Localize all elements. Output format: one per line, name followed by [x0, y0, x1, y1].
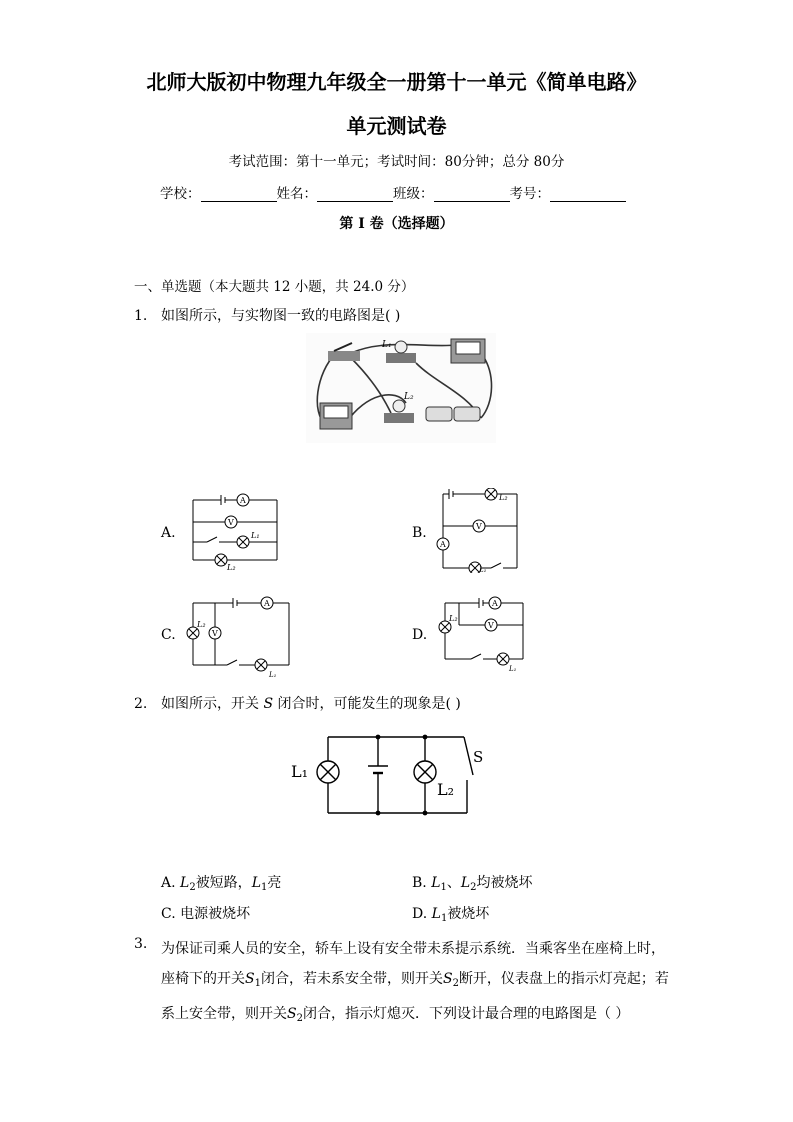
q2-circuit-diagram	[285, 728, 495, 820]
q2-option-b-sub: 1	[440, 882, 447, 893]
q2-option-d-text: 被烧坏	[447, 906, 490, 922]
q2-option-a-label: A.	[161, 875, 176, 891]
q1-option-a-diagram[interactable]	[185, 492, 285, 570]
q3-line2-b: 闭合，若未系安全带，则开关	[260, 971, 443, 987]
class-label: 班级：	[393, 186, 434, 202]
q1-option-d-diagram[interactable]	[437, 595, 529, 677]
ammeter-label: A	[440, 540, 446, 549]
document-title-line2: 单元测试卷	[346, 114, 447, 138]
q2-label-s: S	[473, 748, 484, 766]
q2-option-b-sub2: 2	[470, 882, 477, 893]
q3-s1-sub: 1	[254, 978, 261, 989]
junction-dot	[423, 811, 428, 816]
q2-option-c-label: C.	[161, 906, 176, 922]
q2-option-b-label: B.	[412, 875, 427, 891]
exam-info: 考试范围：第十一单元；考试时间：80分钟；总分 80分	[228, 154, 565, 170]
l1-label: L₁	[269, 671, 277, 677]
id-blank[interactable]	[550, 187, 626, 202]
q3-s2-sub: 2	[452, 978, 459, 989]
q1-option-c-label[interactable]: C.	[161, 627, 176, 643]
name-label: 姓名：	[276, 186, 317, 202]
l2-label: L₂	[227, 563, 236, 570]
q1-physical-circuit-photo	[306, 333, 496, 443]
q2-stem-post: 闭合时，可能发生的现象是( )	[273, 696, 461, 712]
q3-s2-var2: S	[287, 1006, 297, 1022]
q3-line3	[161, 999, 671, 1034]
junction-dot	[376, 735, 381, 740]
q3-line3-b: 闭合，指示灯熄灭．下列设计最合理的电路图是（ ）	[302, 1006, 630, 1022]
q3-line2-c: 断开，仪表盘上的指示灯亮起；若	[458, 971, 669, 987]
q3-number: 3.	[134, 936, 148, 952]
q3-line3-a: 系上安全带，则开关	[161, 1006, 287, 1022]
q3-s1-var: S	[245, 971, 255, 987]
q1-option-a-label[interactable]: A.	[161, 525, 176, 541]
photo-meter-bottom-icon	[320, 403, 352, 429]
voltmeter-label: V	[228, 518, 234, 527]
l2-label: L₂	[197, 620, 206, 629]
document-title-line1: 北师大版初中物理九年级全一册第十一单元《简单电路》	[146, 70, 647, 94]
school-blank[interactable]	[201, 187, 277, 202]
ammeter-label: A	[492, 599, 498, 608]
section-title: 一、单选题（本大题共 12 小题，共 24.0 分）	[134, 279, 415, 295]
q2-option-c[interactable]	[161, 903, 250, 923]
student-info-row	[160, 182, 640, 202]
q2-option-b-sep: 、	[446, 875, 461, 891]
l1-label: L₁	[251, 531, 260, 540]
q2-option-a-var: L	[180, 875, 190, 891]
ammeter-label: A	[240, 496, 246, 505]
q2-option-a-sub: 2	[189, 882, 196, 893]
voltmeter-label: V	[488, 621, 494, 630]
l2-label: L₂	[449, 614, 458, 623]
q2-label-l2: L₂	[437, 780, 455, 799]
q2-label-l1: L₁	[291, 762, 309, 781]
name-blank[interactable]	[317, 187, 393, 202]
q1-option-b-label[interactable]: B.	[412, 525, 427, 541]
q2-option-b[interactable]	[412, 872, 533, 893]
q1-option-d-label[interactable]: D.	[412, 627, 428, 643]
id-label: 考号：	[509, 186, 550, 202]
voltmeter-label: V	[212, 629, 218, 638]
photo-label-l1: L₁	[382, 340, 392, 350]
q3-line1: 为保证司乘人员的安全，轿车上设有安全带未系提示系统．当乘客坐在座椅上时，	[161, 941, 665, 957]
q2-option-a[interactable]	[161, 872, 281, 893]
l2-label: L₂	[499, 493, 508, 502]
q1-option-c-diagram[interactable]	[181, 595, 293, 677]
q2-stem-pre: 如图所示，开关	[161, 696, 264, 712]
q2-option-a-text2: 亮	[267, 875, 282, 891]
q2-option-d-var: L	[431, 906, 441, 922]
ammeter-label: A	[264, 599, 270, 608]
q2-option-c-text: 电源被烧坏	[180, 906, 251, 922]
l1-label: L₁	[479, 566, 487, 573]
q2-option-d[interactable]	[412, 903, 489, 924]
q3-s2-var: S	[442, 971, 453, 987]
voltmeter-label: V	[476, 522, 482, 531]
l1-label: L₁	[509, 665, 517, 673]
q2-number: 2.	[134, 696, 148, 712]
q2-option-a-text: 被短路，	[195, 875, 252, 891]
school-label: 学校：	[160, 186, 201, 202]
q1-option-b-diagram[interactable]	[433, 488, 525, 573]
q2-stem	[161, 694, 461, 714]
q1-stem: 如图所示，与实物图一致的电路图是( )	[161, 308, 401, 324]
q1-number: 1.	[134, 308, 148, 324]
photo-label-l2: L₂	[404, 392, 414, 402]
junction-dot	[423, 735, 428, 740]
q2-stem-var: S	[263, 696, 274, 712]
volume-title: 第 I 卷（选择题）	[339, 216, 454, 232]
q2-option-b-var2: L	[460, 875, 471, 891]
q2-option-a-var2: L	[251, 875, 261, 891]
q3-line2	[161, 964, 671, 999]
q3-s2-sub2: 2	[296, 1013, 303, 1024]
q2-option-d-label: D.	[412, 906, 428, 922]
q2-option-b-text: 均被烧坏	[476, 875, 533, 891]
q2-option-d-sub: 1	[440, 913, 448, 924]
photo-meter-top-icon	[451, 339, 485, 363]
q3-line2-a: 座椅下的开关	[161, 971, 245, 987]
q2-option-a-sub2: 1	[260, 882, 268, 893]
junction-dot	[376, 811, 381, 816]
class-blank[interactable]	[434, 187, 510, 202]
q2-option-b-var: L	[431, 875, 441, 891]
q3-stem	[161, 934, 671, 1034]
